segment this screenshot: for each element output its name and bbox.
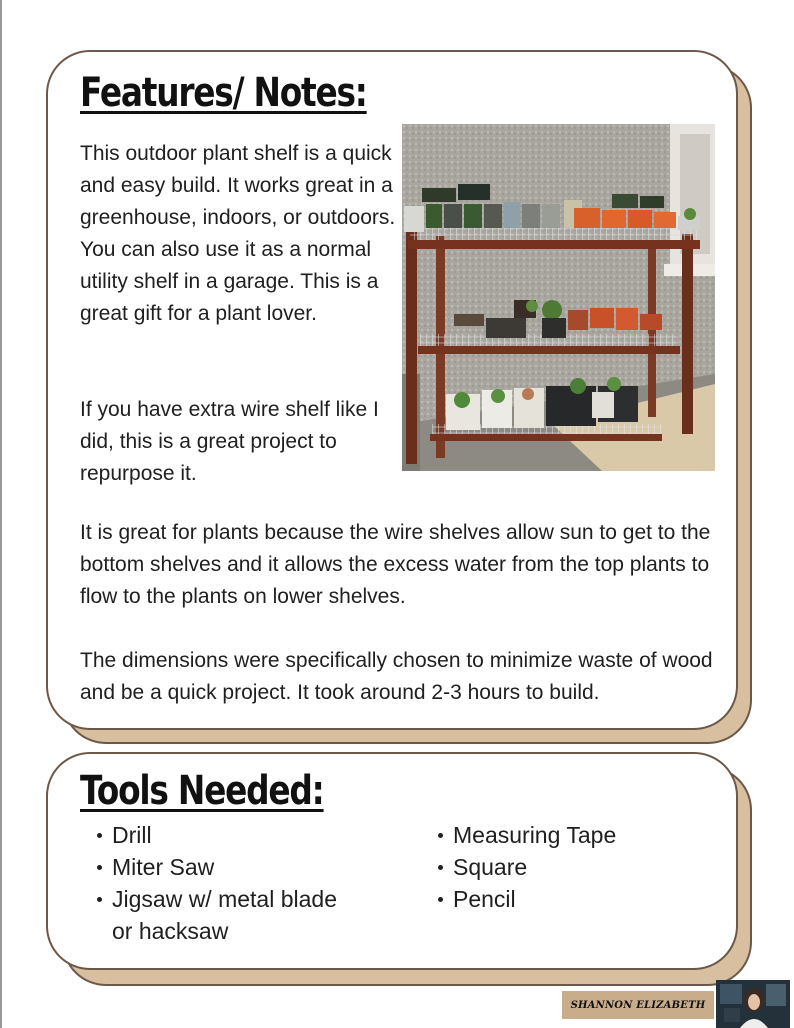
tool-item: Drill bbox=[95, 819, 355, 851]
tool-item: Measuring Tape bbox=[436, 819, 696, 851]
dimensions-paragraph: The dimensions were specifically chosen to minimize waste of wood and be a quick project. It took around 2-3 hours to build. bbox=[80, 649, 713, 704]
tools-list-left bbox=[95, 819, 355, 947]
features-heading: Features/ Notes: bbox=[80, 70, 367, 116]
brand-name: SHANNON ELIZABETH bbox=[570, 999, 706, 1011]
plant-shelf-photo bbox=[402, 124, 715, 471]
tool-item: Square bbox=[436, 851, 696, 883]
brand-label bbox=[562, 991, 714, 1019]
tool-item: Jigsaw w/ metal blade or hacksaw bbox=[95, 883, 355, 947]
tool-item: Miter Saw bbox=[95, 851, 355, 883]
benefit-paragraph: It is great for plants because the wire shelves allow sun to get to the bottom shelves and it allows the excess water from the top plants to flow to the plants on lower shelves. bbox=[80, 521, 711, 608]
repurpose-paragraph: If you have extra wire shelf like I did, this is a great project to repurpose it. bbox=[80, 398, 379, 485]
tools-heading: Tools Needed: bbox=[80, 768, 324, 814]
tool-item: Pencil bbox=[436, 883, 696, 915]
page-edge bbox=[0, 0, 2, 1028]
intro-paragraph: This outdoor plant shelf is a quick and easy build. It works great in a greenhouse, indoors, or outdoors. You can also use it as a normal utility shelf in a garage. This is a great gift for a plant lover. bbox=[80, 142, 396, 325]
author-avatar bbox=[716, 980, 790, 1028]
tools-list-right bbox=[436, 819, 696, 915]
